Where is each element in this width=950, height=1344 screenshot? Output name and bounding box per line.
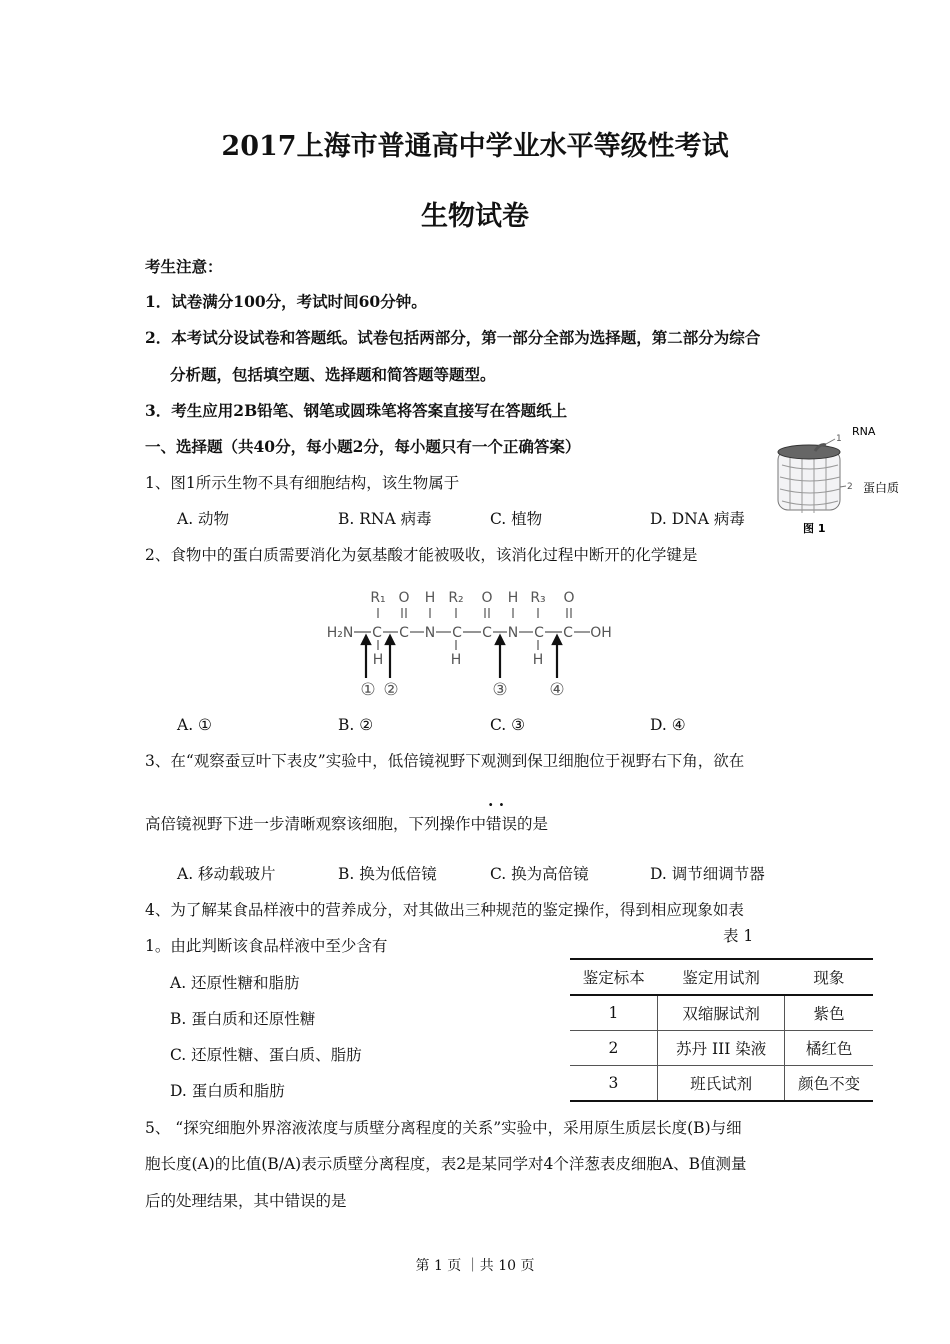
protein-label: 蛋白质 xyxy=(863,481,900,495)
r1: R₁ xyxy=(370,590,386,606)
svg-text:O: O xyxy=(563,590,575,606)
svg-text:R₃: R₃ xyxy=(530,590,546,606)
q1-option-b: B. RNA 病毒 xyxy=(338,510,432,528)
svg-text:H: H xyxy=(532,652,544,668)
q4-option-b: B. 蛋白质和还原性糖 xyxy=(170,1010,316,1028)
q4-option-d: D. 蛋白质和脂肪 xyxy=(170,1082,285,1100)
table-1: 鉴定标本 鉴定用试剂 现象 1 双缩脲试剂 紫色 2 苏丹 III 染液 橘红色 3 班氏试剂 颜色不变 xyxy=(570,958,873,1102)
svg-text:H: H xyxy=(507,590,519,606)
svg-text:C: C xyxy=(399,625,409,641)
question-4-line2: 1。由此判断该食品样液中至少含有 xyxy=(145,937,388,955)
svg-text:C: C xyxy=(372,625,382,641)
question-2-stem: 2、食物中的蛋白质需要消化为氨基酸才能被吸收，该消化过程中断开的化学键是 xyxy=(145,546,698,564)
q3-option-b: B. 换为低倍镜 xyxy=(338,865,437,883)
svg-text:C: C xyxy=(482,625,492,641)
peptide-structure xyxy=(320,580,620,700)
svg-text:N: N xyxy=(507,625,519,641)
svg-text:O: O xyxy=(398,590,410,606)
question-5-line: 后的处理结果，其中错误的是 xyxy=(145,1192,347,1210)
svg-text:R₂: R₂ xyxy=(448,590,464,606)
q4-option-c: C. 还原性糖、蛋白质、脂肪 xyxy=(170,1046,362,1064)
q1-option-a: A. 动物 xyxy=(177,510,230,528)
question-3-line2: 高倍镜视野下进一步清晰观察该细胞，下列操作中· · 错误的是 xyxy=(145,814,548,834)
question-5-line: 胞长度(A)的比值(B/A)表示质壁分离程度，表2是某同学对4个洋葱表皮细胞A、B值测量 xyxy=(145,1155,747,1173)
amino-group: H₂N xyxy=(326,625,354,641)
notice-heading: 考生注意： xyxy=(145,257,223,276)
q2-option-a: A. ① xyxy=(177,716,212,734)
page-footer: 第 1 页 ｜共 10 页 xyxy=(415,1258,535,1274)
svg-text:OH: OH xyxy=(590,625,612,641)
svg-text:H: H xyxy=(372,652,384,668)
label-2: 2 xyxy=(847,482,853,492)
marker-3: ③ xyxy=(492,680,508,700)
label-1: 1 xyxy=(836,434,842,444)
table-row: 3 班氏试剂 颜色不变 xyxy=(570,1066,873,1102)
svg-text:N: N xyxy=(424,625,436,641)
notice-item: 2．本考试分设试卷和答题纸。试卷包括两部分，第一部分全部为选择题，第二部分为综合 xyxy=(145,328,761,347)
notice-item: 1．试卷满分100分，考试时间60分钟。 xyxy=(145,292,427,311)
question-5-line: 5、 “探究细胞外界溶液浓度与质壁分离程度的关系”实验中，采用原生质层长度(B)与细 xyxy=(145,1119,742,1137)
q1-option-d: D. DNA 病毒 xyxy=(650,510,745,528)
exam-title: 2017上海市普通高中学业水平等级性考试 xyxy=(221,131,729,162)
svg-text:C: C xyxy=(563,625,573,641)
svg-text:C: C xyxy=(452,625,462,641)
marker-2: ② xyxy=(383,680,399,700)
exam-subtitle: 生物试卷 xyxy=(421,201,529,232)
q2-option-c: C. ③ xyxy=(490,716,526,734)
q1-option-c: C. 植物 xyxy=(490,510,543,528)
virus-figure xyxy=(760,415,920,540)
question-3-line1: 3、在“观察蚕豆叶下表皮”实验中，低倍镜视野下观测到保卫细胞位于视野右下角，欲在 xyxy=(145,752,745,770)
marker-4: ④ xyxy=(549,680,565,700)
figure-caption: 图 1 xyxy=(803,522,826,535)
question-1-stem: 1、图1所示生物不具有细胞结构，该生物属于 xyxy=(145,474,460,492)
question-4-line1: 4、为了解某食品样液中的营养成分，对其做出三种规范的鉴定操作，得到相应现象如表 xyxy=(145,901,744,919)
q3-option-d: D. 调节细调节器 xyxy=(650,865,765,883)
table-row: 2 苏丹 III 染液 橘红色 xyxy=(570,1031,873,1066)
q3-option-a: A. 移动载玻片 xyxy=(177,865,276,883)
table-row: 1 双缩脲试剂 紫色 xyxy=(570,995,873,1031)
q3-option-c: C. 换为高倍镜 xyxy=(490,865,589,883)
svg-text:C: C xyxy=(534,625,544,641)
notice-item: 分析题，包括填空题、选择题和简答题等题型。 xyxy=(170,365,496,384)
marker-1: ① xyxy=(360,680,376,700)
rna-label: RNA xyxy=(852,425,876,438)
q2-option-d: D. ④ xyxy=(650,716,686,734)
section-heading: 一、选择题（共40分，每小题2分，每小题只有一个正确答案） xyxy=(145,437,581,456)
svg-text:H: H xyxy=(450,652,462,668)
notice-item: 3．考生应用2B铅笔、钢笔或圆珠笔将答案直接写在答题纸上 xyxy=(145,401,568,420)
table-caption: 表 1 xyxy=(723,927,754,945)
emphasized-word: · · 错误 xyxy=(486,815,517,833)
q2-option-b: B. ② xyxy=(338,716,374,734)
svg-text:H: H xyxy=(424,590,436,606)
svg-text:O: O xyxy=(481,590,493,606)
q4-option-a: A. 还原性糖和脂肪 xyxy=(170,974,300,992)
